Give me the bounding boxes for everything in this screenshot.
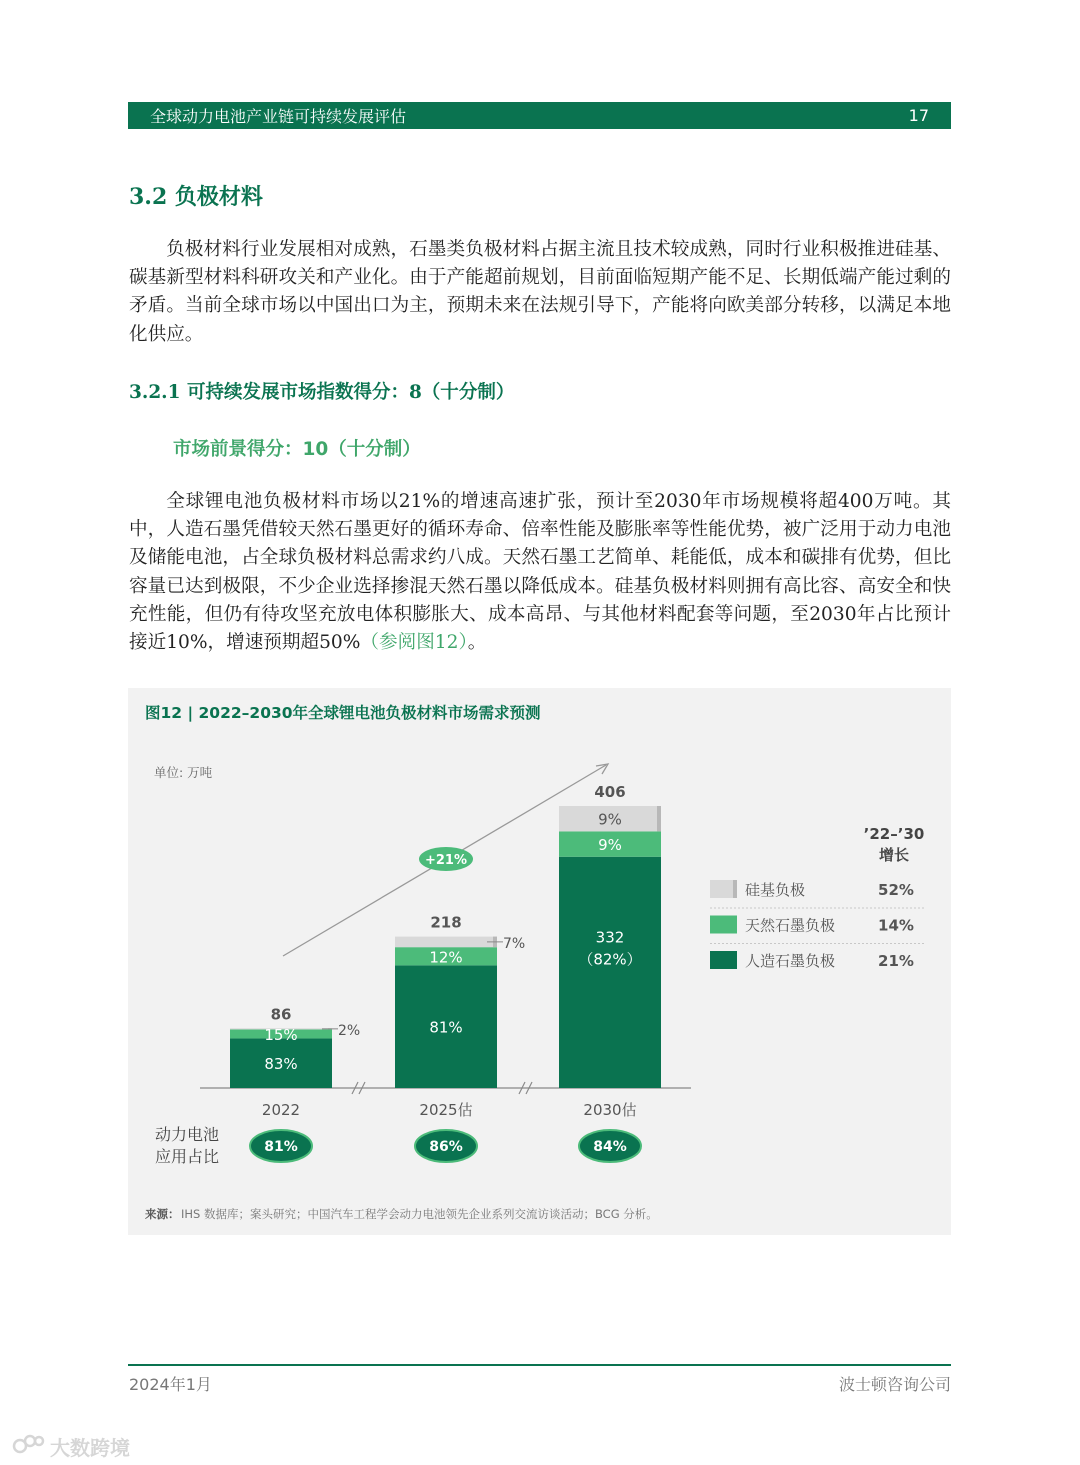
x-tick-label: 2030估 xyxy=(583,1101,637,1119)
bar-segment-label: 332 （82%） xyxy=(578,928,642,969)
header-title: 全球动力电池产业链可持续发展评估 xyxy=(150,107,407,126)
header-bar xyxy=(128,102,951,129)
subsection-title: 3.2.1 可持续发展市场指数得分：8（十分制） xyxy=(129,382,515,403)
cagr-badge-label: +21% xyxy=(424,853,468,868)
watermark-text: 大数跨境 xyxy=(50,1436,130,1460)
paragraph-market-text: 全球锂电池负极材料市场以21%的增速高速扩张，预计至2030年市场规模将超400万吨。其中，人造石墨凭借较天然石墨更好的循环寿命、倍率性能及膨胀率等性能优势，被广泛用于动力电池及储能电池，占全球负极材料总需求约八成。天然石墨工艺简单、耗能低，成本和碳排有优势，但比容量已达到极限，不少企业选择掺混天然石墨以降低成本。硅基负极材料则拥有高比容、高安全和快充性能，但仍有待攻坚充放电体积膨胀大、成本高昂、与其他材料配套等问题，至2030年占比预计接近10%，增速预期超50% xyxy=(129,491,951,654)
share-badge-label: 86% xyxy=(429,1139,463,1155)
bar-segment-label: 9% xyxy=(598,810,622,829)
legend-swatch xyxy=(710,951,737,969)
legend-swatch-edge xyxy=(733,880,737,898)
chart-unit-label: 单位: 万吨 xyxy=(154,765,213,780)
chart-figure-12 xyxy=(128,688,951,1235)
row-label: 动力电池应用占比 xyxy=(155,1125,220,1166)
paragraph-market xyxy=(129,488,951,657)
source-text: IHS 数据库；案头研究；中国汽车工程学会动力电池领先企业系列交流访谈活动；BCG 分析。 xyxy=(181,1207,658,1221)
section-title: 3.2 负极材料 xyxy=(129,184,263,210)
x-tick-label: 2022 xyxy=(261,1101,301,1119)
share-badge-label: 84% xyxy=(593,1139,627,1155)
bar-segment-label: 15% xyxy=(264,1025,298,1044)
share-badge-label: 81% xyxy=(264,1139,298,1155)
watermark xyxy=(12,1432,130,1461)
bar-segment-label: 9% xyxy=(598,836,622,855)
footer-company: 波士顿咨询公司 xyxy=(838,1375,951,1394)
bar-segment-label: 81% xyxy=(429,1018,463,1037)
legend-label: 人造石墨负极 xyxy=(745,952,836,970)
chart-canvas xyxy=(128,688,951,1235)
legend-label: 天然石墨负极 xyxy=(745,916,836,935)
legend-growth-value: 52% xyxy=(878,881,914,899)
bar-total-label: 406 xyxy=(594,783,626,801)
legend-swatch xyxy=(710,880,737,898)
bar-segment-edge xyxy=(657,806,661,831)
legend-growth-value: 21% xyxy=(878,952,914,970)
legend-growth-header: ’22–’30 增长 xyxy=(863,825,925,864)
bar-segment-label: 83% xyxy=(264,1055,298,1074)
bar-total-label: 86 xyxy=(270,1005,292,1024)
footer-divider xyxy=(128,1364,951,1366)
legend-swatch xyxy=(710,916,737,934)
bar-segment xyxy=(559,857,661,1088)
figure-reference-link[interactable]: （参阅图12） xyxy=(360,632,468,654)
legend-growth-value: 14% xyxy=(878,916,914,935)
bar-segment xyxy=(395,937,497,948)
bar-segment-label: 12% xyxy=(429,948,463,967)
x-tick-label: 2025估 xyxy=(419,1101,473,1119)
paragraph-market-end: 。 xyxy=(467,632,487,654)
paragraph-intro: 负极材料行业发展相对成熟，石墨类负极材料占据主流且技术较成熟，同时行业积极推进硅基、碳基新型材料科研攻关和产业化。由于产能超前规划，目前面临短期产能不足、长期低端产能过剩的矛盾。当前全球市场以中国出口为主，预期未来在法规引导下，产能将向欧美部分转移，以满足本地化供应。 xyxy=(129,239,951,345)
bar-segment-label: 7% xyxy=(503,935,526,952)
market-outlook-title: 市场前景得分：10（十分制） xyxy=(173,439,421,460)
bar-segment-label: 2% xyxy=(338,1022,361,1039)
watermark-logo-icon xyxy=(12,1433,46,1460)
source-label: 来源： xyxy=(145,1207,180,1221)
legend-label: 硅基负极 xyxy=(745,881,806,899)
page-number: 17 xyxy=(908,106,929,125)
bar-total-label: 218 xyxy=(430,913,462,932)
footer-date: 2024年1月 xyxy=(129,1375,212,1394)
chart-title: 图12 | 2022–2030年全球锂电池负极材料市场需求预测 xyxy=(145,704,541,722)
